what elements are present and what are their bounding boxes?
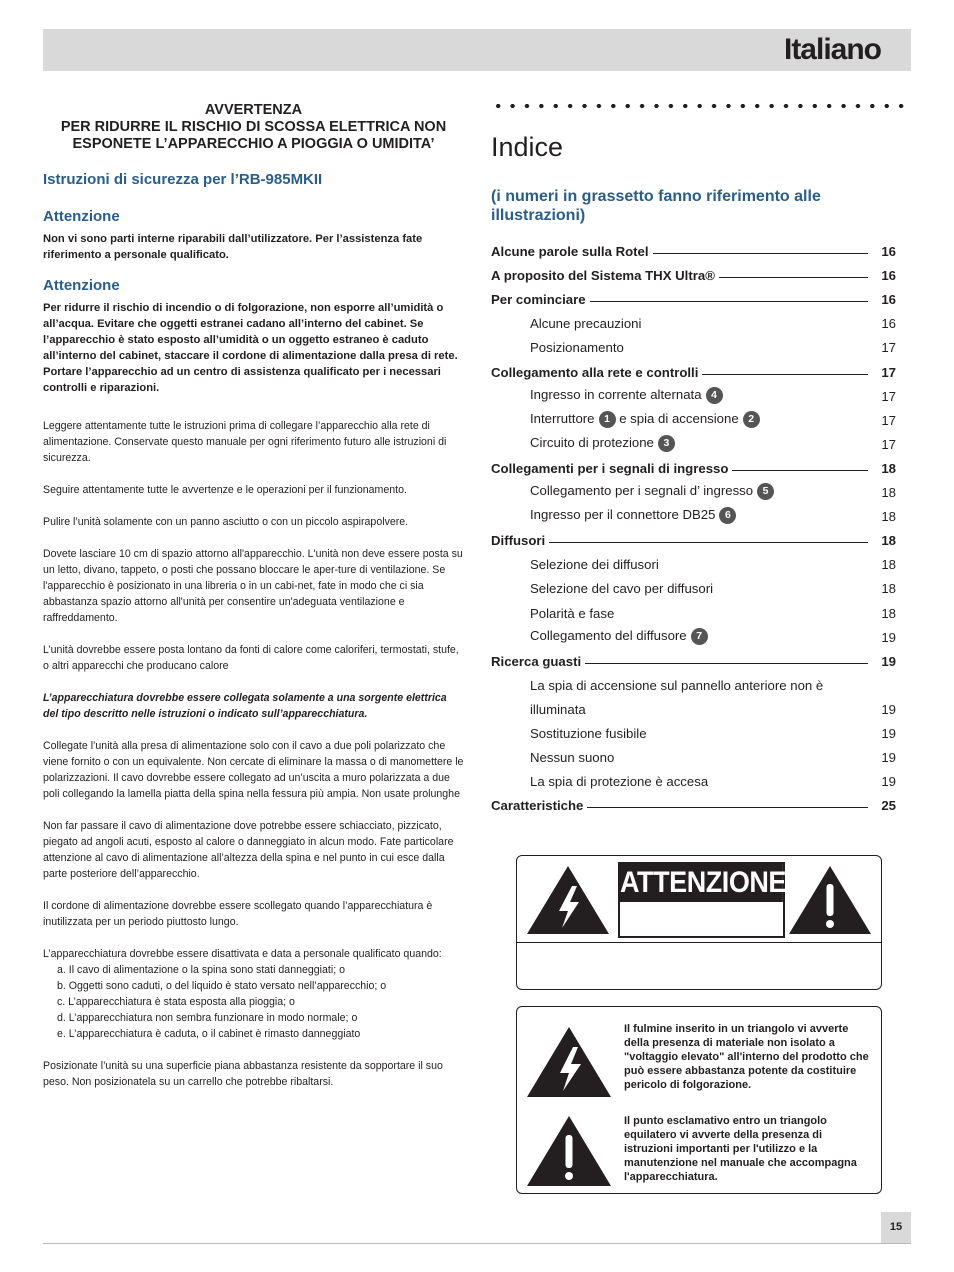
toc-page: 17 [881, 364, 896, 380]
toc-entry[interactable] [491, 331, 896, 355]
toc-entry[interactable] [491, 669, 896, 693]
toc-label: Sostituzione fusibile [530, 725, 647, 741]
toc-page: 18 [881, 509, 896, 525]
warning-line: ESPONETE L’APPARECCHIO A PIOGGIA O UMIDITA’ [72, 136, 435, 152]
figure-badge: 2 [743, 411, 760, 428]
toc-page: 19 [881, 629, 896, 645]
toc-page: 19 [881, 653, 896, 669]
toc-label: La spia di protezione è accesa [530, 774, 709, 790]
safety-paragraph: L’apparecchiatura dovrebbe essere collegata solamente a una sorgente elettrica del tipo descritto nelle istruzioni o indicato sull’apparecchiatura. [43, 692, 447, 720]
safety-paragraph: L’apparecchiatura dovrebbe essere disattivata e data a personale qualificato quando: [43, 948, 442, 960]
table-of-contents [491, 235, 896, 813]
toc-entry[interactable] [491, 765, 896, 789]
toc-label: Collegamento alla rete e controlli [491, 364, 699, 380]
dotted-rule [491, 102, 911, 110]
toc-page: 18 [881, 485, 896, 501]
toc-page: 25 [881, 798, 896, 814]
toc-label: Collegamenti per i segnali di ingresso [491, 460, 729, 476]
toc-entry[interactable] [491, 500, 896, 524]
toc-page: 18 [881, 557, 896, 573]
toc-label: Ricerca guasti [491, 653, 582, 669]
safety-paragraph: Il cordone di alimentazione dovrebbe essere scollegato quando l’apparecchiatura è inutilizzata per un periodo piuttosto lungo. [43, 900, 433, 928]
toc-entry[interactable] [491, 283, 896, 307]
index-subtitle: (i numeri in grassetto fanno riferimento alle illustrazioni) [491, 188, 821, 224]
toc-page: 19 [881, 750, 896, 766]
toc-page: 18 [881, 581, 896, 597]
safety-paragraph: Seguire attentamente tutte le avvertenze e le operazioni per il funzionamento. [43, 484, 407, 496]
toc-page: 18 [881, 460, 896, 476]
exclamation-explanation: Il punto esclamativo entro un triangolo equilatero vi avverte della presenza di istruzioni importanti per l'utilizzo e la manutenzione nel manuale che accompagna l'apparecchiatura. [624, 1115, 857, 1183]
toc-page: 16 [881, 268, 896, 284]
figure-badge: 4 [706, 387, 723, 404]
toc-entry[interactable] [491, 717, 896, 741]
warning-line: AVVERTENZA [204, 102, 303, 118]
toc-label: Alcune parole sulla Rotel [491, 244, 649, 260]
divider [517, 942, 881, 943]
toc-label: Selezione dei diffusori [530, 557, 659, 573]
toc-page: 19 [881, 725, 896, 741]
toc-label: Polarità e fase [530, 605, 615, 621]
toc-label: Collegamento per i segnali d’ ingresso 5 [491, 483, 774, 500]
toc-label: Per cominciare [491, 292, 586, 308]
list-item: a. Il cavo di alimentazione o la spina sono stati danneggiati; o [57, 964, 345, 976]
caution-label-box [516, 855, 882, 990]
toc-label: Collegamento del diffusore 7 [491, 628, 708, 645]
safety-paragraph: Leggere attentamente tutte le istruzioni prima di collegare l’apparecchio alla rete di alimentazione. Conservate questo manuale per ogni riferimento futuro alle istruzioni di sicurezza. [43, 420, 447, 464]
list-item: b. Oggetti sono caduti, o del liquido è stato versato nell’apparecchio; o [57, 980, 387, 992]
toc-label: A proposito del Sistema THX Ultra® [491, 268, 715, 284]
figure-badge: 7 [691, 628, 708, 645]
toc-entry[interactable] [491, 548, 896, 572]
safety-paragraph: Non far passare il cavo di alimentazione dove potrebbe essere schiacciato, pizzicato, piegato ad angoli acuti, esposto al calore o danneggiato in alcun modo. Fate particolare attenzione al cavo di alimentazione all’altezza della spina e nel punto in cui esce dalla parte posteriore dell’apparecchio. [43, 820, 454, 880]
safety-paragraph: Dovete lasciare 10 cm di spazio attorno all'apparecchio. L'unità non deve essere posta su un letto, divano, tappeto, o posti che possano bloccare le aper-ture di ventilazione. Se l'apparecchio è posizionato in una libreria o in un cabi-net, fate in modo che ci sia abbastanza spazio attorno all'unità per consentire un'adeguata ventilazione e raffreddamento. [43, 548, 463, 624]
toc-entry[interactable] [491, 645, 896, 669]
toc-page: 16 [881, 316, 896, 332]
conditions-list [43, 962, 464, 1042]
toc-page: 17 [881, 388, 896, 404]
toc-page: 17 [881, 412, 896, 428]
header-bar [43, 29, 911, 71]
toc-entry[interactable] [491, 428, 896, 452]
toc-page: 16 [881, 292, 896, 308]
toc-entry[interactable] [491, 572, 896, 596]
toc-label: Ingresso per il connettore DB25 6 [491, 507, 736, 524]
toc-label: La spia di accensione sul pannello anteriore non è [530, 677, 824, 693]
warning-heading [43, 102, 464, 153]
caution-label [618, 862, 785, 938]
toc-label: illuminata [530, 701, 586, 717]
toc-page: 17 [881, 340, 896, 356]
toc-entry[interactable] [491, 235, 896, 259]
lightning-explanation: Il fulmine inserito in un triangolo vi avverte della presenza di materiale non isolato a "voltaggio elevato" all'interno del prodotto che può essere abbastanza potente da costituire pericolo di folgorazione. [624, 1023, 869, 1091]
toc-page: 19 [881, 774, 896, 790]
exclamation-warning-icon [525, 1114, 613, 1188]
toc-label: Selezione del cavo per diffusori [530, 581, 714, 597]
toc-label: Interruttore 1 e spia di accensione 2 [491, 411, 760, 428]
toc-entry[interactable] [491, 380, 896, 404]
toc-entry[interactable] [491, 789, 896, 813]
toc-entry[interactable] [491, 524, 896, 548]
caution-label-text: ATTENZIONE [620, 864, 783, 902]
list-item: e. L’apparecchiatura è caduta, o il cabinet è rimasto danneggiato [57, 1028, 361, 1040]
index-title: Indice [491, 132, 564, 162]
toc-page: 17 [881, 436, 896, 452]
toc-entry[interactable] [491, 693, 896, 717]
exclamation-warning-icon [787, 864, 873, 936]
lightning-warning-icon [525, 864, 611, 936]
lightning-warning-icon [525, 1025, 613, 1099]
toc-entry[interactable] [491, 307, 896, 331]
warning-line: PER RIDURRE IL RISCHIO DI SCOSSA ELETTRICA NON [60, 119, 447, 135]
page-language-title: Italiano [783, 33, 881, 66]
attention-title: Attenzione [43, 208, 120, 225]
toc-entry[interactable] [491, 741, 896, 765]
figure-badge: 6 [719, 507, 736, 524]
index-column [491, 102, 911, 814]
toc-entry[interactable] [491, 621, 896, 645]
attention-title: Attenzione [43, 277, 120, 294]
toc-label: Alcune precauzioni [530, 316, 642, 332]
list-item: c. L’apparecchiatura è stata esposta alla pioggia; o [57, 996, 295, 1008]
toc-label: Posizionamento [530, 340, 624, 356]
figure-badge: 1 [599, 411, 616, 428]
toc-label: Ingresso in corrente alternata 4 [491, 387, 723, 404]
toc-entry[interactable] [491, 404, 896, 428]
toc-page: 16 [881, 244, 896, 260]
toc-page: 18 [881, 533, 896, 549]
safety-paragraph: Posizionate l’unità su una superficie piana abbastanza resistente da sopportare il suo peso. Non posizionatela su un carrello che potrebbe ribaltarsi. [43, 1060, 443, 1088]
toc-entry[interactable] [491, 355, 896, 379]
toc-label: Diffusori [491, 533, 546, 549]
safety-column [43, 102, 464, 1090]
attention-text: Per ridurre il rischio di incendio o di folgorazione, non esporre all’umidità o all’acqua. Evitare che oggetti estranei cadano all’interno del cabinet. Se l’apparecchio è stato esposto all’umidità o un oggetto estraneo è caduto all’interno del cabinet, staccare il cordone di alimentazione dalla presa di rete. Portare l’apparecchio ad un centro di assistenza qualificato per i necessari controlli e riparazioni. [43, 302, 458, 394]
safety-paragraph: Collegate l’unità alla presa di alimentazione solo con il cavo a due poli polarizzato che viene fornito o con un equivalente. Non cercate di eliminare la massa o di manomettere le polarizzazioni. Il cavo dovrebbe essere collegato ad un’uscita a muro polarizzata a due poli collegando la lamella piatta della spina nella fessura più ampia. Non usate prolunghe [43, 740, 464, 800]
toc-entry[interactable] [491, 476, 896, 500]
toc-page: 18 [881, 605, 896, 621]
page-number: 15 [881, 1212, 911, 1243]
toc-entry[interactable] [491, 596, 896, 620]
safety-instructions-title: Istruzioni di sicurezza per l’RB-985MKII [43, 171, 323, 188]
footer-rule [43, 1243, 911, 1244]
figure-badge: 3 [658, 435, 675, 452]
toc-label: Circuito di protezione 3 [491, 435, 675, 452]
toc-entry[interactable] [491, 259, 896, 283]
toc-entry[interactable] [491, 452, 896, 476]
toc-label: Caratteristiche [491, 798, 584, 814]
figure-badge: 5 [757, 483, 774, 500]
toc-page: 19 [881, 701, 896, 717]
safety-paragraph: Pulire l’unità solamente con un panno asciutto o con un piccolo aspirapolvere. [43, 516, 409, 528]
toc-label: Nessun suono [530, 750, 615, 766]
safety-paragraph: L’unità dovrebbe essere posta lontano da fonti di calore come caloriferi, termostati, stufe, o altri apparecchi che producano calore [43, 644, 459, 672]
symbols-explanation-box [516, 1006, 882, 1194]
list-item: d. L’apparecchiatura non sembra funzionare in modo normale; o [57, 1012, 358, 1024]
attention-text: Non vi sono parti interne riparabili dall’utilizzatore. Per l’assistenza fate riferimento a personale qualificato. [43, 233, 423, 261]
